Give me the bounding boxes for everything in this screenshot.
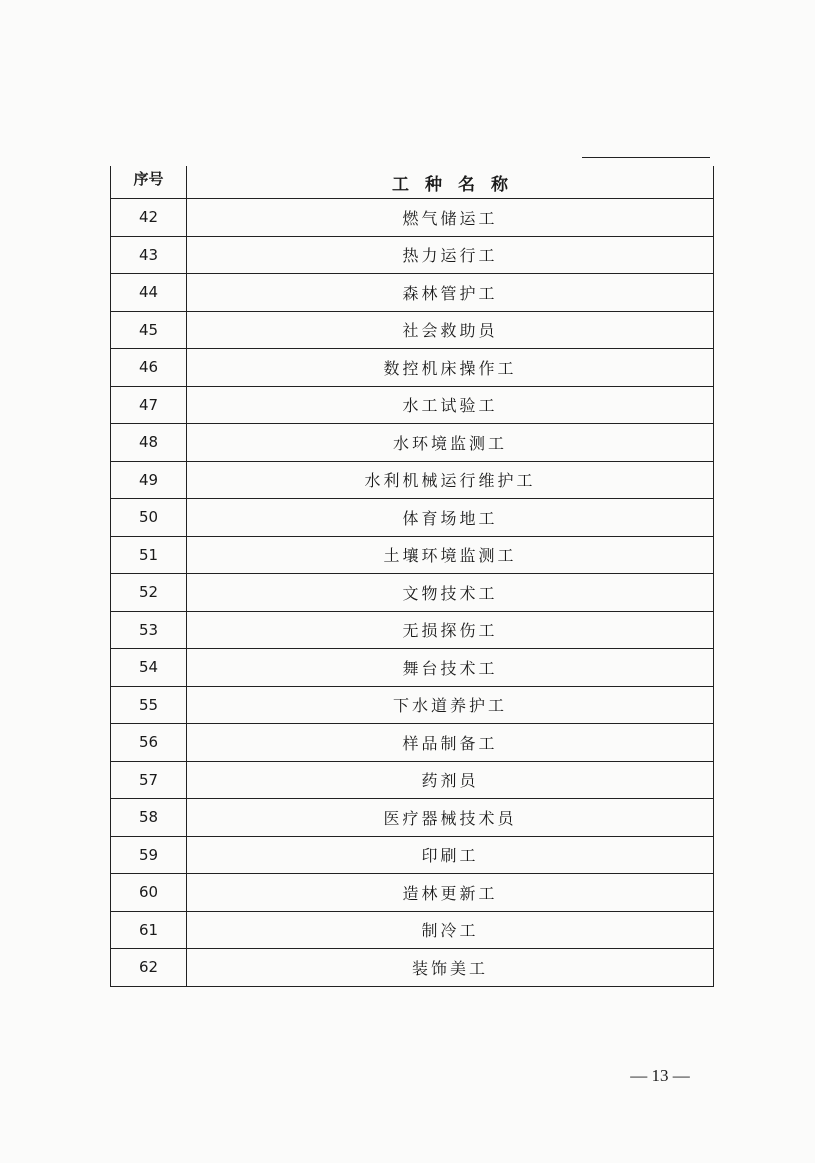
job-name-cell: 热力运行工: [187, 236, 714, 274]
row-number-cell: 59: [111, 836, 187, 874]
row-number-cell: 42: [111, 199, 187, 237]
row-number-cell: 53: [111, 611, 187, 649]
table-row: [111, 386, 714, 424]
job-name-cell: 样品制备工: [187, 724, 714, 762]
row-number-cell: 57: [111, 761, 187, 799]
job-name-cell: 医疗器械技术员: [187, 799, 714, 837]
job-name-cell: 印刷工: [187, 836, 714, 874]
job-name-cell: 数控机床操作工: [187, 349, 714, 387]
row-number-cell: 62: [111, 949, 187, 987]
table-row: [111, 799, 714, 837]
job-name-cell: 制冷工: [187, 911, 714, 949]
table-row: [111, 761, 714, 799]
row-number-cell: 43: [111, 236, 187, 274]
job-name-cell: 水利机械运行维护工: [187, 461, 714, 499]
table-row: [111, 499, 714, 537]
job-name-cell: 下水道养护工: [187, 686, 714, 724]
job-name-cell: 燃气储运工: [187, 199, 714, 237]
table-row: [111, 836, 714, 874]
table-row: [111, 874, 714, 912]
row-number-cell: 46: [111, 349, 187, 387]
table-row: [111, 686, 714, 724]
table-row: [111, 349, 714, 387]
row-number-cell: 52: [111, 574, 187, 612]
job-name-cell: 水环境监测工: [187, 424, 714, 462]
row-number-cell: 49: [111, 461, 187, 499]
job-name-cell: 文物技术工: [187, 574, 714, 612]
row-number-cell: 47: [111, 386, 187, 424]
table-row: [111, 724, 714, 762]
table-row: [111, 424, 714, 462]
table-header-row: [111, 166, 714, 199]
job-name-cell: 水工试验工: [187, 386, 714, 424]
job-name-cell: 药剂员: [187, 761, 714, 799]
row-number-cell: 50: [111, 499, 187, 537]
row-number-cell: 58: [111, 799, 187, 837]
table-body: [111, 166, 714, 986]
row-number-cell: 54: [111, 649, 187, 687]
header-number-cell: 序号: [111, 166, 187, 199]
row-number-cell: 60: [111, 874, 187, 912]
table-row: [111, 574, 714, 612]
top-rule-line: [582, 157, 710, 158]
job-name-cell: 无损探伤工: [187, 611, 714, 649]
row-number-cell: 55: [111, 686, 187, 724]
table-row: [111, 911, 714, 949]
table-row: [111, 649, 714, 687]
table-row: [111, 236, 714, 274]
job-name-cell: 舞台技术工: [187, 649, 714, 687]
job-types-table-container: [110, 166, 713, 987]
row-number-cell: 48: [111, 424, 187, 462]
header-name-cell: [187, 166, 714, 199]
table-row: [111, 199, 714, 237]
table-row: [111, 311, 714, 349]
table-row: [111, 536, 714, 574]
job-types-table: [110, 166, 714, 987]
page-number: — 13 —: [630, 1066, 690, 1085]
table-row: [111, 274, 714, 312]
row-number-cell: 44: [111, 274, 187, 312]
job-name-cell: 体育场地工: [187, 499, 714, 537]
job-name-cell: 土壤环境监测工: [187, 536, 714, 574]
job-name-cell: 森林管护工: [187, 274, 714, 312]
row-number-cell: 56: [111, 724, 187, 762]
row-number-cell: 51: [111, 536, 187, 574]
table-row: [111, 611, 714, 649]
job-name-cell: 装饰美工: [187, 949, 714, 987]
row-number-cell: 61: [111, 911, 187, 949]
job-name-cell: 社会救助员: [187, 311, 714, 349]
table-row: [111, 949, 714, 987]
header-name-label: 工种名称: [392, 174, 524, 195]
row-number-cell: 45: [111, 311, 187, 349]
table-row: [111, 461, 714, 499]
job-name-cell: 造林更新工: [187, 874, 714, 912]
